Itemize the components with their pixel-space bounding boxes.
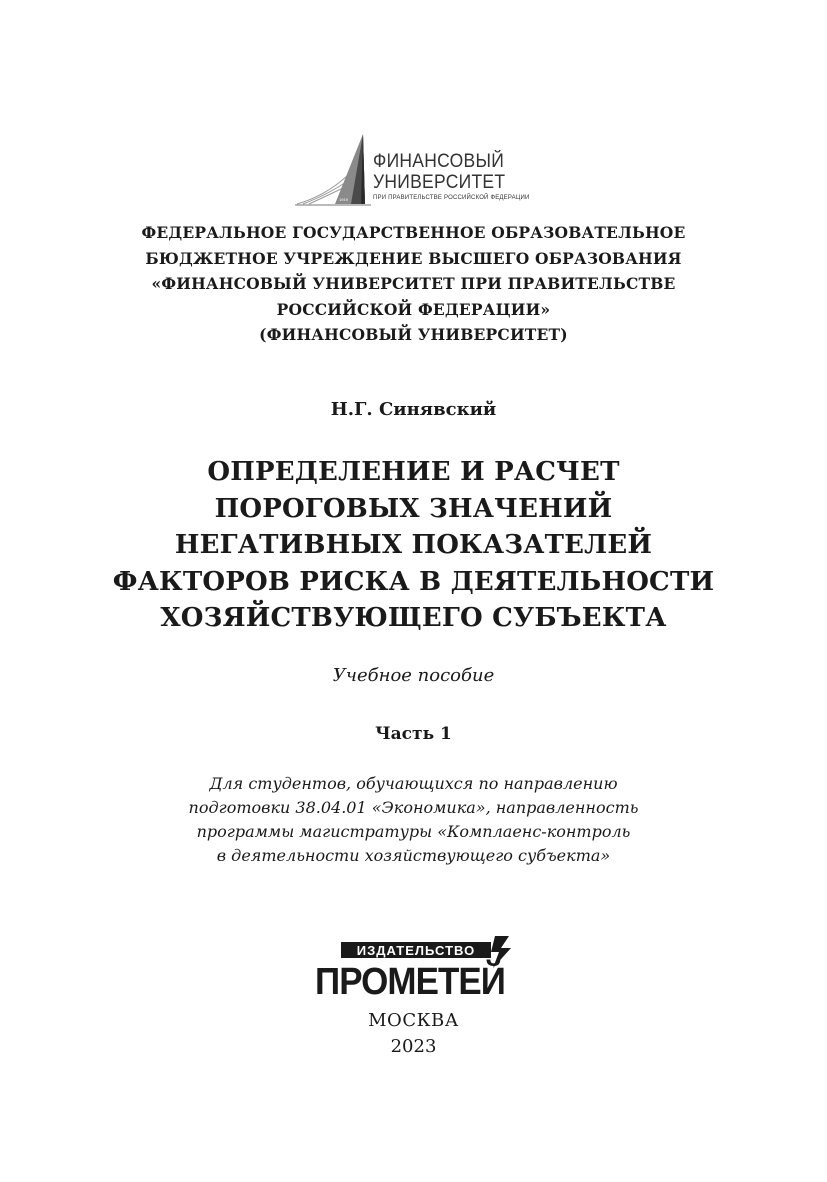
- publisher-name: ПРОМЕТЕЙ: [315, 961, 520, 1000]
- institution-line: «ФИНАНСОВЫЙ УНИВЕРСИТЕТ ПРИ ПРАВИТЕЛЬСТВЕ: [151, 274, 676, 293]
- book-title: [0, 454, 827, 637]
- university-name-line1: ФИНАНСОВЫЙ: [373, 151, 505, 172]
- title-line: ПОРОГОВЫХ ЗНАЧЕНИЙ: [214, 493, 613, 524]
- title-line: НЕГАТИВНЫХ ПОКАЗАТЕЛЕЙ: [174, 530, 653, 560]
- audience-line: подготовки 38.04.01 «Экономика», направленность: [188, 798, 639, 817]
- university-logo: [295, 130, 540, 208]
- audience-note: [0, 772, 827, 868]
- publisher-top-text: ИЗДАТЕЛЬСТВО: [356, 943, 476, 958]
- university-subline: ПРИ ПРАВИТЕЛЬСТВЕ РОССИЙСКОЙ ФЕДЕРАЦИИ: [373, 195, 530, 201]
- part-label: Часть 1: [375, 724, 452, 744]
- institution-block: [0, 220, 827, 348]
- title-line: ХОЗЯЙСТВУЮЩЕГО СУБЪЕКТА: [160, 603, 667, 633]
- prometheus-logo-icon: [305, 934, 520, 1000]
- svg-text:1919: 1919: [339, 197, 348, 202]
- audience-line: Для студентов, обучающихся по направлению: [209, 774, 618, 793]
- institution-line: (ФИНАНСОВЫЙ УНИВЕРСИТЕТ): [259, 325, 568, 344]
- audience-line: в деятельности хозяйствующего субъекта»: [216, 846, 611, 865]
- title-line: ФАКТОРОВ РИСКА В ДЕЯТЕЛЬНОСТИ: [112, 566, 715, 597]
- document-type: Учебное пособие: [332, 665, 495, 686]
- publication-city: МОСКВА: [368, 1010, 459, 1031]
- publisher-logo: [305, 934, 520, 1000]
- audience-line: программы магистратуры «Комплаенс-контроль: [196, 822, 631, 841]
- author-name: Н.Г. Синявский: [330, 399, 497, 420]
- university-name: [373, 152, 530, 201]
- university-name-line2: УНИВЕРСИТЕТ: [373, 172, 506, 193]
- publication-year: 2023: [390, 1036, 437, 1057]
- institution-line: ФЕДЕРАЛЬНОЕ ГОСУДАРСТВЕННОЕ ОБРАЗОВАТЕЛЬНОЕ: [141, 223, 686, 242]
- institution-line: РОССИЙСКОЙ ФЕДЕРАЦИИ»: [276, 299, 551, 319]
- title-line: ОПРЕДЕЛЕНИЕ И РАСЧЕТ: [207, 457, 620, 487]
- spire-emblem-icon: [295, 130, 385, 208]
- institution-line: БЮДЖЕТНОЕ УЧРЕЖДЕНИЕ ВЫСШЕГО ОБРАЗОВАНИЯ: [145, 248, 682, 268]
